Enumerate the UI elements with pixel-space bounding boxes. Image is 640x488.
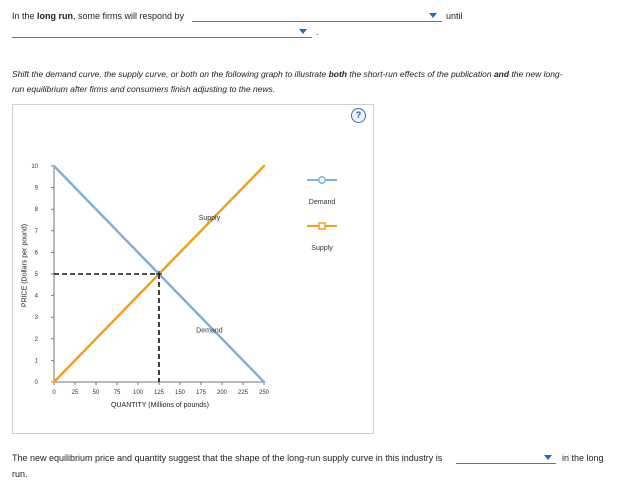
instructions-line1: Shift the demand curve, the supply curve, or both on the following graph to illustrate both the short-run effects of the publication and the new long- (12, 69, 563, 79)
question1-text: In the long run, some firms will respond by (12, 11, 185, 21)
y-tick-label: 0 (34, 380, 38, 386)
y-tick-label: 9 (34, 185, 38, 192)
instructions-line2: run equilibrium after firms and consumers finish adjusting to the news. (12, 84, 276, 94)
y-tick-label: 2 (34, 336, 38, 343)
legend-supply-label: Supply (311, 245, 333, 252)
legend-supply-square-icon[interactable] (319, 223, 325, 229)
x-tick-label: 150 (174, 390, 186, 396)
y-tick-label: 10 (31, 164, 38, 170)
y-tick-label: 5 (34, 272, 38, 278)
question1-period: . (316, 27, 319, 37)
legend-demand-circle-icon[interactable] (319, 177, 325, 183)
x-tick-label: 75 (113, 390, 121, 396)
question2-line2: run. (12, 469, 28, 479)
x-tick-label: 225 (237, 390, 249, 396)
curve-label-demand: Demand (196, 327, 223, 335)
x-tick-label: 0 (52, 390, 56, 396)
y-tick-label: 6 (34, 250, 38, 257)
x-axis-title: QUANTITY (Millions of pounds) (111, 402, 209, 409)
question1-until: until (446, 11, 463, 21)
y-tick-label: 7 (34, 228, 38, 235)
curve-label-supply: Supply (198, 215, 221, 222)
x-tick-label: 125 (153, 390, 165, 396)
x-tick-label: 175 (195, 390, 207, 396)
y-tick-label: 8 (34, 207, 38, 214)
supply-shape-dropdown[interactable] (456, 450, 556, 464)
question2-after: in the long (562, 453, 604, 463)
chevron-down-icon (544, 455, 552, 460)
help-icon[interactable]: ? (351, 108, 366, 123)
x-tick-label: 25 (71, 390, 79, 396)
legend-demand-label: Demand (308, 199, 336, 206)
x-tick-label: 200 (216, 390, 228, 396)
question2-text: The new equilibrium price and quantity suggest that the shape of the long-run supply curve in this industry is (12, 453, 443, 463)
y-tick-label: 4 (34, 293, 38, 300)
x-tick-label: 250 (258, 390, 270, 396)
x-tick-label: 50 (92, 390, 100, 396)
y-axis-title: PRICE (Dollars per pound) (21, 223, 29, 308)
y-tick-label: 1 (34, 358, 38, 365)
y-tick-label: 3 (34, 315, 38, 322)
x-tick-label: 100 (132, 390, 144, 396)
